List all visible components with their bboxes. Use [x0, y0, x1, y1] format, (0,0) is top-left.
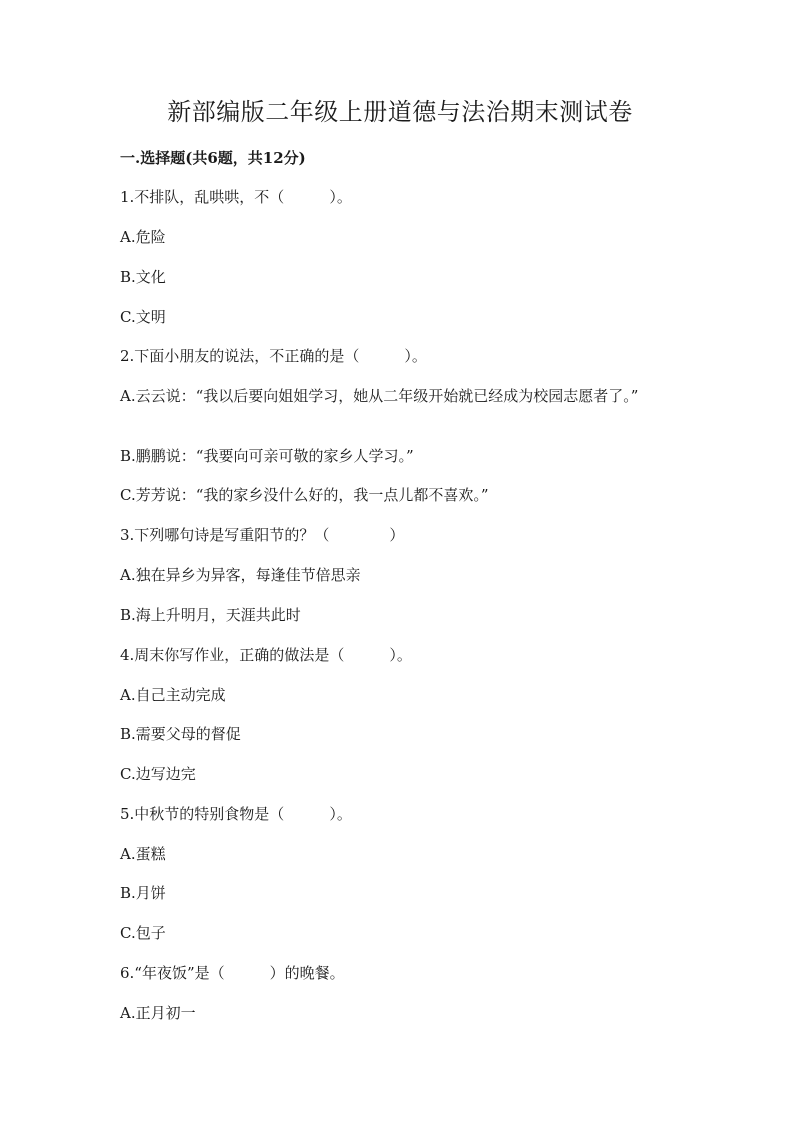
question-5-option-b: B.月饼: [120, 884, 166, 902]
question-2-stem: 2.下面小朋友的说法，不正确的是（ ）。: [120, 347, 427, 365]
question-1-option-b: B.文化: [120, 268, 166, 286]
question-2-option-c: C.芳芳说：“我的家乡没什么好的，我一点儿都不喜欢。”: [120, 486, 489, 504]
question-5-stem: 5.中秋节的特别食物是（ ）。: [120, 805, 352, 823]
question-4-option-b: B.需要父母的督促: [120, 725, 241, 743]
question-3-option-b: B.海上升明月，天涯共此时: [120, 606, 301, 624]
question-2-option-b: B.鹏鹏说：“我要向可亲可敬的家乡人学习。”: [120, 447, 414, 465]
section-heading: 一.选择题(共6题，共12分): [120, 149, 306, 167]
question-6-option-a: A.正月初一: [120, 1004, 196, 1022]
question-4-option-a: A.自己主动完成: [120, 686, 226, 704]
question-4-option-c: C.边写边完: [120, 765, 196, 783]
question-6-stem: 6.“年夜饭”是（ ）的晚餐。: [120, 964, 345, 982]
question-1-stem: 1.不排队，乱哄哄，不（ ）。: [120, 188, 352, 206]
question-1-option-a: A.危险: [120, 228, 166, 246]
question-4-stem: 4.周末你写作业，正确的做法是（ ）。: [120, 646, 412, 664]
question-5-option-a: A.蛋糕: [120, 845, 166, 863]
page-title: 新部编版二年级上册道德与法治期末测试卷: [167, 98, 633, 126]
question-5-option-c: C.包子: [120, 924, 166, 942]
question-2-option-a: A.云云说：“我以后要向姐姐学习，她从二年级开始就已经成为校园志愿者了。”: [120, 387, 639, 405]
question-3-option-a: A.独在异乡为异客，每逢佳节倍思亲: [120, 566, 361, 584]
question-3-stem: 3.下列哪句诗是写重阳节的？（ ）: [120, 526, 405, 544]
question-1-option-c: C.文明: [120, 308, 166, 326]
